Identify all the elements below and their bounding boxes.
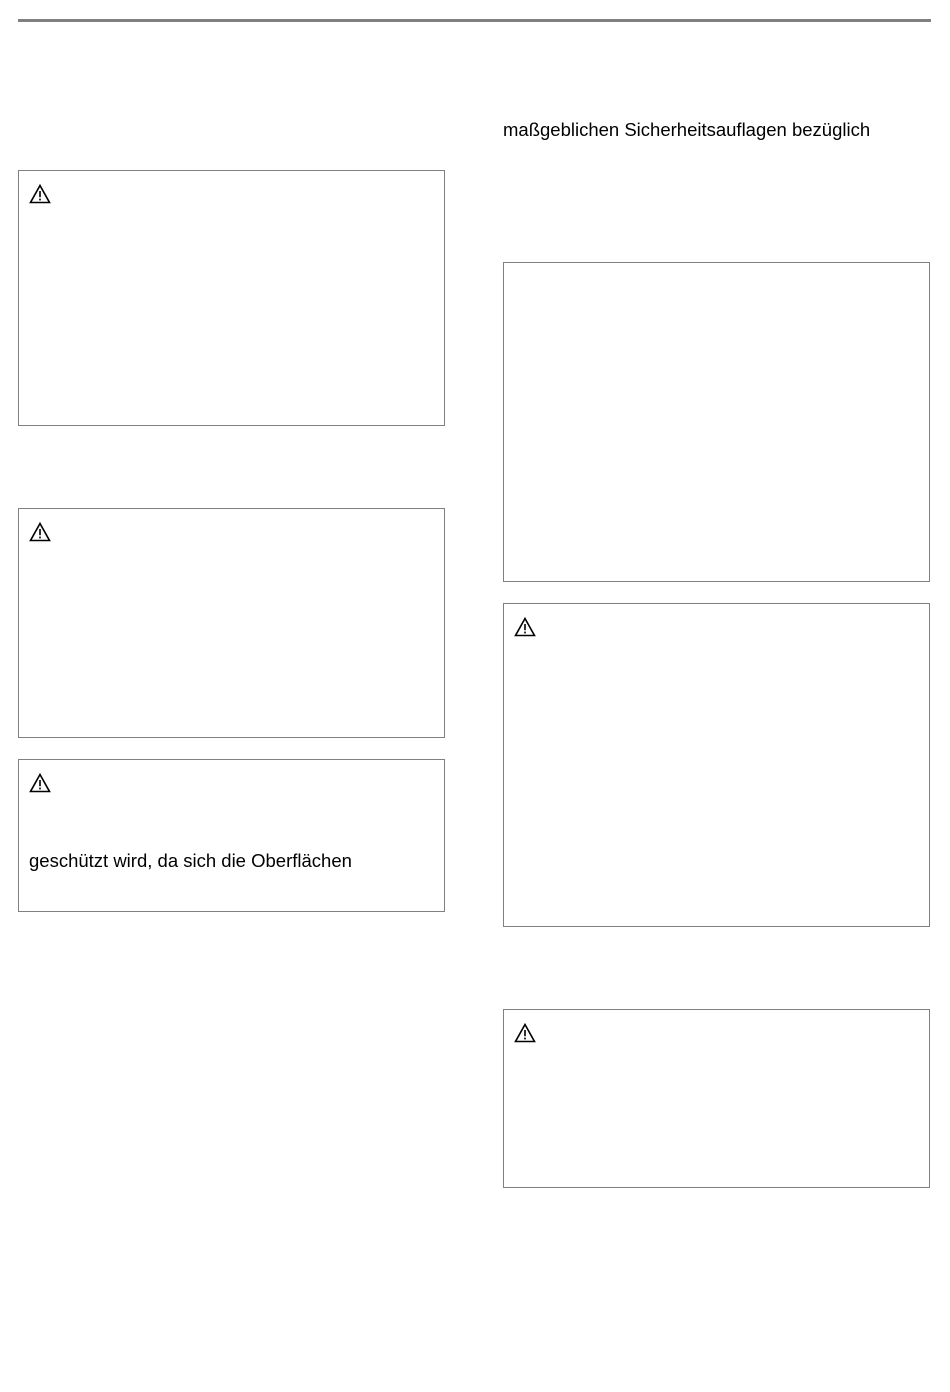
warning-box-4 <box>503 603 930 927</box>
warning-triangle-icon <box>514 1023 536 1043</box>
warning-box-3-text: geschützt wird, da sich die Oberflächen <box>29 850 352 871</box>
warning-box-1 <box>18 170 445 426</box>
warning-triangle-icon <box>514 617 536 637</box>
warning-triangle-icon <box>29 522 51 542</box>
header-rule <box>18 19 931 22</box>
warning-triangle-icon <box>29 773 51 793</box>
right-intro-text: maßgeblichen Sicherheitsauflagen bezüglich <box>503 119 871 140</box>
info-box <box>503 262 930 582</box>
warning-box-3 <box>18 759 445 912</box>
warning-box-2 <box>18 508 445 738</box>
warning-triangle-icon <box>29 184 51 204</box>
warning-box-5 <box>503 1009 930 1188</box>
